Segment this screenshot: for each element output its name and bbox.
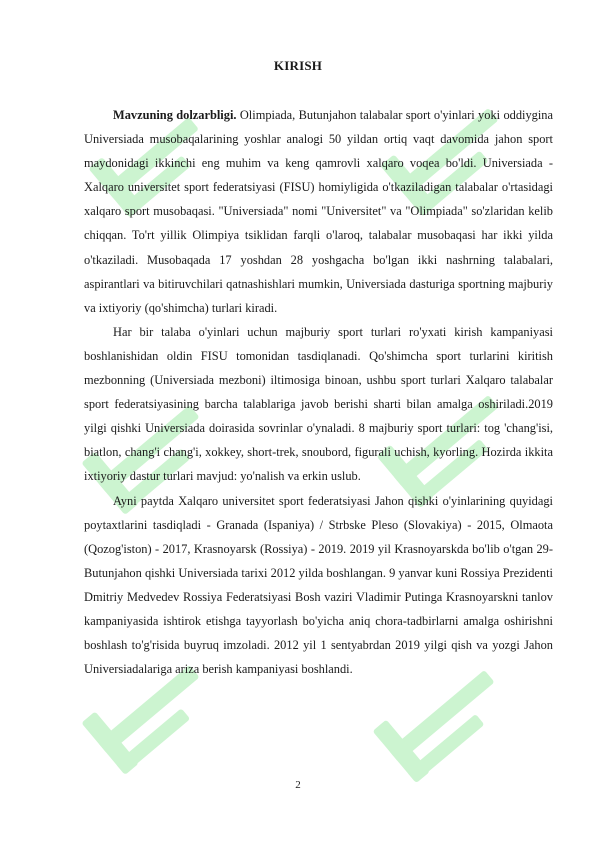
paragraph-3 <box>84 489 553 682</box>
paragraph-text: Har bir talaba o'yinlari uchun majburiy sport turlari ro'yxati kirish kampaniyasi boshlanishidan oldin FISU tomonidan tasdiqlanadi. Qo'shimcha sport turlarini kiritish mezbonning (Universiada mezboni) iltimosiga binoan, ushbu sport turlari Xalqaro talabalar sport federatsiyasining barcha talablariga javob berishi sharti bilan amalga oshiriladi.2019 yilgi qishki Universiada doirasida sovrinlar o'ynaladi. 8 majburiy sport turlari: tog 'chang'isi, biatlon, chang'i chang'i, xokkey, short-trek, snoubord, figurali uchish, kyorling. Hozirda ikkita ixtiyoriy dastur turlari mavjud: yo'nalish va erkin uslub. <box>84 324 553 484</box>
paragraph-lead: Mavzuning dolzarbligi. <box>113 108 237 122</box>
paragraph-2 <box>84 320 553 489</box>
page-title: KIRISH <box>273 58 323 73</box>
document-body <box>84 103 553 681</box>
page-number: 2 <box>295 779 301 791</box>
paragraph-1 <box>84 103 553 320</box>
paragraph-text: Olimpiada, Butunjahon talabalar sport o'yinlari yoki oddiygina Universiada musobaqalarining yoshlar analogi 50 yildan ortiq vaqt davomida jahon sport maydonidagi ikkinchi eng muhim va keng qamrovli xalqaro voqea bo'ldi. Universiada - Xalqaro universitet sport federatsiyasi (FISU) homiyligida o'tkaziladigan talabalar o'rtasidagi xalqaro sport musobaqasi. "Universiada" nomi "Universitet" va "Olimpiada" so'zlaridan kelib chiqqan. To'rt yillik Olimpiya tsiklidan farqli o'laroq, talabalar musobaqasi har ikki yilda o'tkaziladi. Musobaqada 17 yoshdan 28 yoshgacha bo'lgan ikki nashrning talabalari, aspirantlari va bitiruvchilari qatnashishlari mumkin, Universiada dasturiga sportning majburiy va ixtiyoriy (qo'shimcha) turlari kiradi. <box>84 108 553 315</box>
paragraph-text: Ayni paytda Xalqaro universitet sport federatsiyasi Jahon qishki o'yinlarining quyidagi poytaxtlarini tasdiqladi - Granada (Ispaniya) / Strbske Pleso (Slovakiya) - 2015, Olmaota (Qozog'iston) - 2017, Krasnoyarsk (Rossiya) - 2019. 2019 yil Krasnoyarskda bo'lib o'tgan 29-Butunjahon qishki Universiada tarixi 2012 yilda boshlangan. 9 yanvar kuni Rossiya Prezidenti Dmitriy Medvedev Rossiya Federatsiyasi Bosh vaziri Vladimir Putinga Krasnoyarskni tanlov kampaniyasida ishtirok etishga tayyorlash bo'yicha aniq chora-tadbirlarni amalga oshirishni boshlash to'g'risida buyruq imzoladi. 2012 yil 1 sentyabrdan 2019 yilgi qish va yozgi Jahon Universiadalariga ariza berish kampaniyasi boshlandi. <box>84 493 553 677</box>
